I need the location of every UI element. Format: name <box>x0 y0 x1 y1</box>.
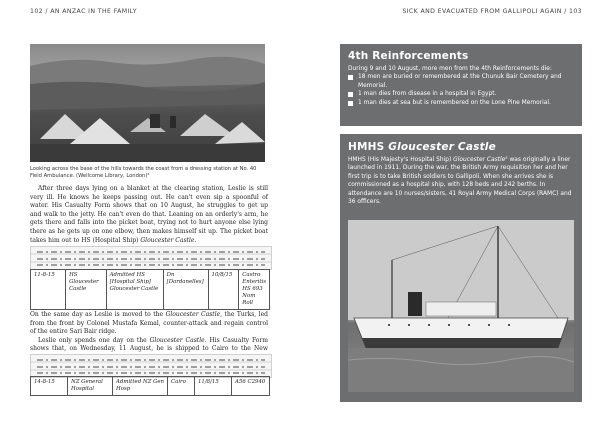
table-row <box>31 377 270 396</box>
hospital-ship-title-prefix: HMHS <box>348 141 385 153</box>
table-cell: HS Gloucester Castle <box>66 270 107 310</box>
table-cell: 14-8-15 <box>31 377 68 396</box>
reinforcements-title: 4th Reinforcements <box>348 50 469 62</box>
hospital-ship-desc-post: was originally a liner launched in 1911. During the war, the British Army requisition her and her first trip is to take British soldiers to Gallipoli. When she arrives she is commissioned as a hospital ship, with 128 beds and 242 berths. In attendance are 10 nurses/sisters, 41 Royal Army Medical Corps (RAMC) and 36 officers. <box>348 157 572 206</box>
field-ambulance-photo <box>30 44 265 162</box>
table-cell: Cairo <box>168 377 195 396</box>
table-cell: A56 C2940 <box>232 377 270 396</box>
square-bullet-icon <box>348 101 353 106</box>
list-item <box>348 99 574 107</box>
list-item-text: 1 man dies at sea but is remembered on the Lone Pine Memorial. <box>358 99 551 106</box>
square-bullet-icon <box>348 75 353 80</box>
paragraph-2a-ship: Gloucester Castle, <box>165 311 223 318</box>
table-cell: Dn [Dardanelles] <box>163 270 208 310</box>
list-item-text: 18 men are buried or remembered at the Chunuk Bair Cemetery and Memorial. <box>358 74 562 89</box>
handwritten-record-1 <box>30 246 272 270</box>
table-row <box>31 270 270 310</box>
hospital-ship-title-name: Gloucester Castle <box>388 141 496 153</box>
paragraph-2b-text: the Turks, led from the front by Colonel Mustafa Kemal, counter-attack and regain control of the entire Sari Bair ridge. <box>30 311 268 336</box>
hospital-ship-box <box>340 134 582 402</box>
paragraph-3a-ship: Gloucester Castle. <box>149 336 207 344</box>
table-cell: 11/8/15 <box>195 377 232 396</box>
running-head-left: 102 / AN ANZAC IN THE FAMILY <box>30 8 137 15</box>
reinforcements-box <box>340 44 582 126</box>
list-item <box>348 73 574 90</box>
table-cell: Admitted HS [Hospital Ship] Gloucester Castle <box>106 270 163 310</box>
paragraph-2a-text: On the same day as Leslie is moved to the <box>30 311 164 318</box>
table-cell: 10/8/15 <box>208 270 239 310</box>
hospital-ship-desc-pre: HMHS (His Majesty's Hospital Ship) <box>348 157 452 163</box>
paragraph-1-ship: Gloucester Castle. <box>140 236 197 244</box>
paragraph-3b-text: His Casualty Form shows that, on Wednesday, 11 August, he is shipped to Cairo to the New <box>30 336 268 353</box>
list-item <box>348 90 574 98</box>
hospital-ship-description <box>348 156 574 206</box>
hospital-ship-title <box>348 141 574 153</box>
casualty-form-table-2 <box>30 376 270 396</box>
table-cell: 11-8-15 <box>31 270 66 310</box>
photo-caption: Looking across the base of the hills towards the coast from a dressing station at No. 40 Field Ambulance. (Wellcome Library, London)⁴ <box>30 166 257 180</box>
paragraph-1 <box>30 185 268 245</box>
reinforcements-list <box>348 73 574 107</box>
paragraph-3a-text: Leslie only spends one day on the <box>38 336 147 344</box>
list-item-text: 1 man dies from disease in a hospital in Egypt. <box>358 91 497 98</box>
casualty-form-table-1 <box>30 269 270 310</box>
handwritten-record-2 <box>30 354 272 378</box>
hospital-ship-desc-ship: Gloucester Castle⁵ <box>453 157 508 163</box>
reinforcements-intro: During 9 and 10 August, more men from the 4th Reinforcements die: <box>348 66 552 72</box>
paragraph-1-text: After three days lying on a blanket at the clearing station, Leslie is still very ill. He knows he keeps passing out. He can't even sip a spoonful of water. His Casualty Form shows that on 10 August, he struggles to get up and walk to the jetty. He can't even do that. Leaning on an orderly's arm, he gets there and falls into the picket boat, trying not to hurt anyone else lying there as he gets up on one elbow, then makes himself sit up. The picket boat takes him out to HS (Hospital Ship) <box>30 185 268 244</box>
running-head-right: SICK AND EVACUATED FROM GALLIPOLI AGAIN / 103 <box>402 8 582 15</box>
square-bullet-icon <box>348 92 353 97</box>
table-cell: NZ General Hospital <box>68 377 113 396</box>
hospital-ship-photo <box>348 220 574 392</box>
table-cell: Castro Enteritis HS 693 Nom Roll <box>239 270 270 310</box>
table-cell: Admitted NZ Gen Hosp <box>113 377 168 396</box>
